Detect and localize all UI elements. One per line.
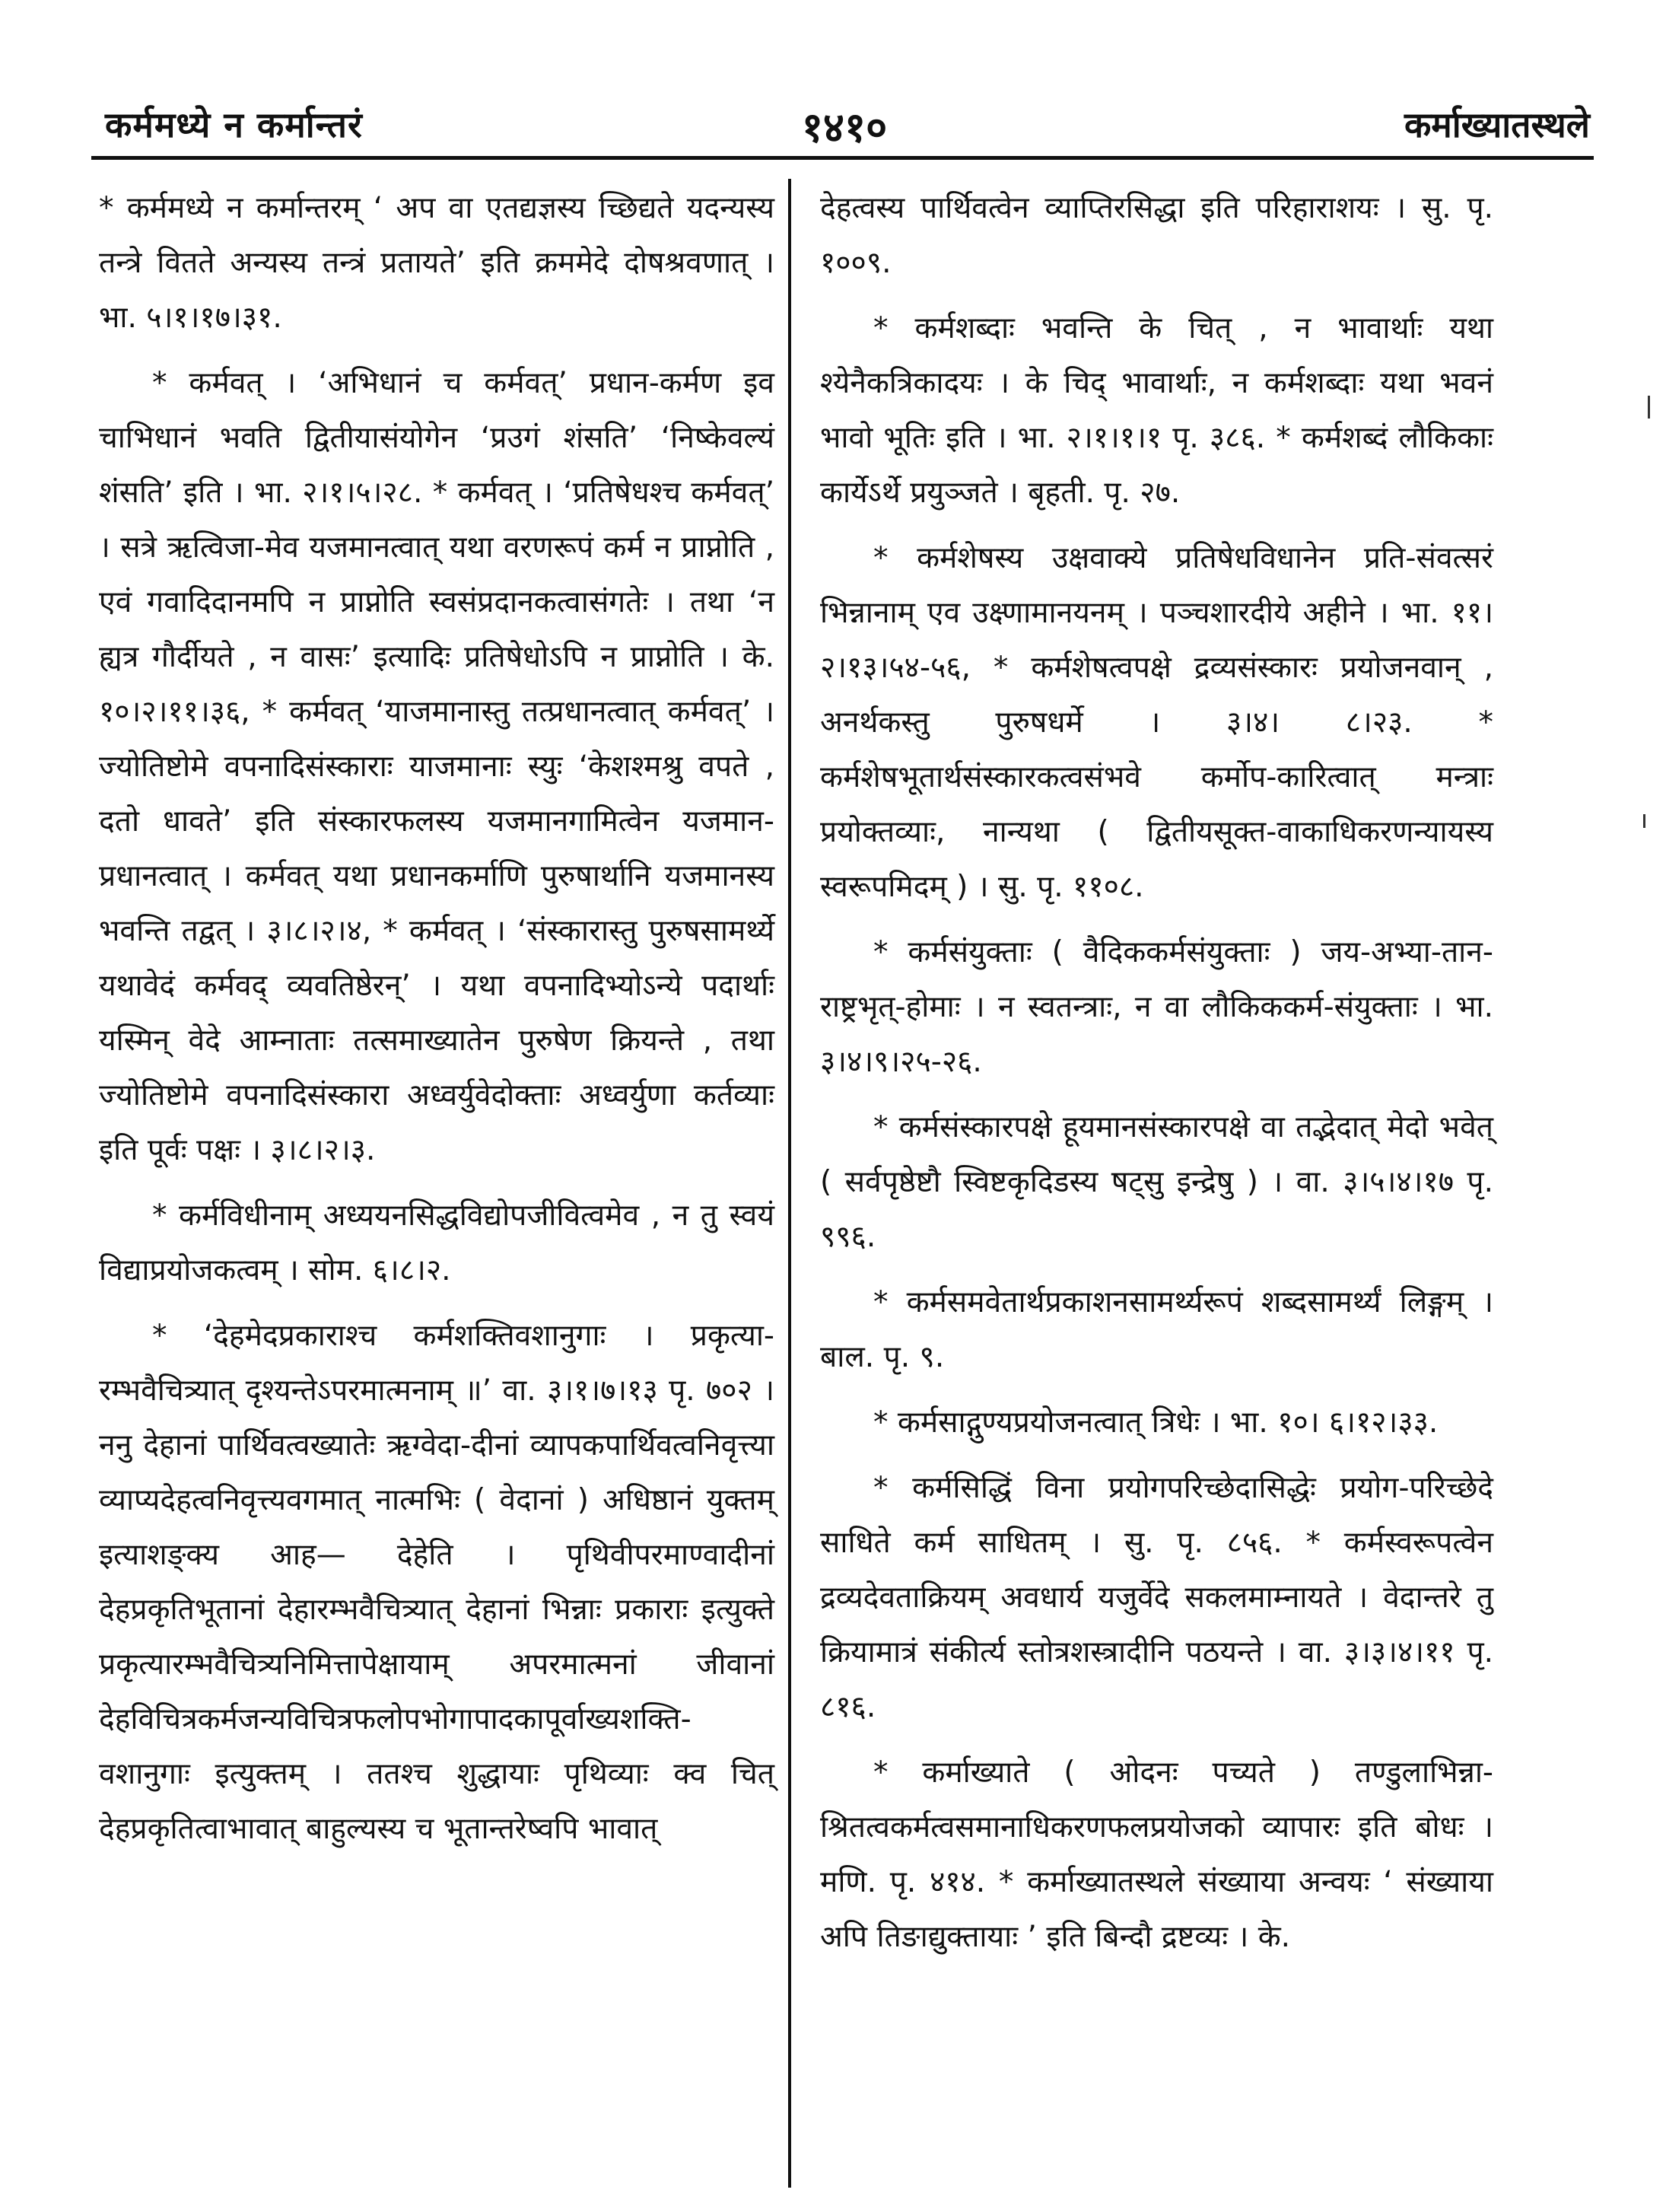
entry-karmasadgunya: * कर्मसाद्गुण्यप्रयोजनत्वात् त्रिधेः । भा. १०। ६।१२।३३. bbox=[873, 1405, 1439, 1440]
entry-karmashabdah: * कर्मशब्दाः भवन्ति के चित् , न भावार्थाः यथा श्येनैकत्रिकादयः । के चिद् भावार्थाः, न कर्मशब्दाः यथा भवनं भावो भूतिः इति । भा. २।१।१।१ पृ. ३८६. * कर्मशब्दं लौकिकाः कार्येऽर्थे प्रयुञ्जते । बृहती. पृ. २७. bbox=[820, 311, 1493, 510]
header-right-catchword: कर्माख्यातस्थले bbox=[1404, 104, 1590, 145]
left-column bbox=[99, 181, 774, 1867]
entry-karmasamyuktah: * कर्मसंयुक्ताः ( वैदिककर्मसंयुक्ताः ) जय-अभ्या-तान-राष्ट्रभृत्-होमाः । न स्वतन्त्राः, न वा लौकिककर्म-संयुक्ताः । भा. ३।४।९।२५-२६. bbox=[820, 935, 1493, 1079]
header-left-catchword: कर्ममध्ये न कर्मान्तरं bbox=[105, 104, 363, 145]
running-header bbox=[91, 84, 1598, 152]
entry-karmakhyate: * कर्माख्याते ( ओदनः पच्यते ) तण्डुलाभिन्ना-श्रितत्वकर्मत्वसमानाधिकरणफलप्रयोजको व्यापारः इति बोधः । मणि. पृ. ४१४. * कर्माख्यातस्थले संख्याया अन्वयः ‘ संख्याया अपि तिङाद्युक्तायाः ’ इति बिन्दौ द्रष्टव्यः । के. bbox=[820, 1755, 1493, 1954]
entry-karmamadhye: * कर्ममध्ये न कर्मान्तरम् ‘ अप वा एतद्यज्ञस्य च्छिद्यते यदन्यस्य तन्त्रे वितते अन्यस्य तन्त्रं प्रतायते’ इति क्रममेदे दोषश्रवणात् । भा. ५।१।१७।३१. bbox=[99, 191, 774, 335]
entry-karmasamskarapakshe: * कर्मसंस्कारपक्षे हूयमानसंस्कारपक्षे वा तद्भेदात् मेदो भवेत् ( सर्वपृष्ठेष्टौ स्विष्टकृदिडस्य षट्सु इन्द्रेषु ) । वा. ३।५।४।१७ पृ. ९९६. bbox=[820, 1110, 1493, 1254]
entry-dehabheda: * ‘देहमेदप्रकाराश्च कर्मशक्तिवशानुगाः । प्रकृत्या-रम्भवैचित्र्यात् दृश्यन्तेऽपरमात्मनाम् ॥’ वा. ३।१।७।१३ पृ. ७०२ । ननु देहानां पार्थिवत्वख्यातेः ऋग्वेदा-दीनां व्यापकपार्थिवत्वनिवृत्त्या व्याप्यदेहत्वनिवृत्त्यवगमात् नात्मभिः ( वेदानां ) अधिष्ठानं युक्तम् इत्याशङ्क्य आह— देहेति । पृथिवीपरमाण्वादीनां देहप्रकृतिभूतानां देहारम्भवैचित्र्यात् देहानां भिन्नाः प्रकाराः इत्युक्ते प्रकृत्यारम्भवैचित्र्यनिमित्तापेक्षायाम् अपरमात्मनां जीवानां देहविचित्रकर्मजन्यविचित्रफलोपभोगापादकापूर्वाख्यशक्ति-वशानुगाः इत्युक्तम् । ततश्च शुद्धायाः पृथिव्याः क्व चित् देहप्रकृतित्वाभावात् बाहुल्यस्य च भूतान्तरेष्वपि भावात् bbox=[99, 1319, 774, 1846]
entry-karmavat: * कर्मवत् । ‘अभिधानं च कर्मवत्’ प्रधान-कर्मण इव चाभिधानं भवति द्वितीयासंयोगेन ‘प्रउगं शंसति’ ‘निष्केवल्यं शंसति’ इति । भा. २।१।५।२८. * कर्मवत् । ‘प्रतिषेधश्च कर्मवत्’ । सत्रे ऋत्विजा-मेव यजमानत्वात् यथा वरणरूपं कर्म न प्राप्नोति , एवं गवादिदानमपि न प्राप्नोति स्वसंप्रदानकत्वासंगतेः । तथा ‘न ह्यत्र गौर्दीयते , न वासः’ इत्यादिः प्रतिषेधोऽपि न प्राप्नोति । के. १०।२।११।३६, * कर्मवत् ‘याजमानास्तु तत्प्रधानत्वात् कर्मवत्’ । ज्योतिष्टोमे वपनादिसंस्काराः याजमानाः स्युः ‘केशश्मश्रु वपते , दतो धावते’ इति संस्कारफलस्य यजमानगामित्वेन यजमान-प्रधानत्वात् । कर्मवत् यथा प्रधानकर्माणि पुरुषार्थानि यजमानस्य भवन्ति तद्वत् । ३।८।२।४, * कर्मवत् । ‘संस्कारास्तु पुरुषसामर्थ्ये यथावेदं कर्मवद् व्यवतिष्ठेरन्’ । यथा वपनादिभ्योऽन्ये पदार्थाः यस्मिन् वेदे आम्नाताः तत्समाख्यातेन पुरुषेण क्रियन्ते , तथा ज्योतिष्टोमे वपनादिसंस्कारा अध्वर्युवेदोक्ताः अध्वर्युणा कर्तव्याः इति पूर्वः पक्षः । ३।८।२।३. bbox=[99, 366, 774, 1167]
margin-mark bbox=[1648, 396, 1650, 419]
entry-karmasiddhim: * कर्मसिद्धिं विना प्रयोगपरिच्छेदासिद्धेः प्रयोग-परिच्छेदे साधिते कर्म साधितम् । सु. पृ. ८५६. * कर्मस्वरूपत्वेन द्रव्यदेवताक्रियम् अवधार्य यजुर्वेदे सकलमाम्नायते । वेदान्तरे तु क्रियामात्रं संकीर्त्य स्तोत्रशस्त्रादीनि पठयन्ते । वा. ३।३।४।११ पृ. ८१६. bbox=[820, 1471, 1493, 1724]
header-rule bbox=[91, 156, 1594, 160]
right-column bbox=[820, 181, 1493, 1975]
margin-mark bbox=[1643, 814, 1645, 828]
entry-karmavidhinam: * कर्मविधीनाम् अध्ययनसिद्धविद्योपजीवित्वमेव , न तु स्वयं विद्याप्रयोजकत्वम् । सोम. ६।८।२. bbox=[99, 1198, 774, 1287]
page-number: १४१० bbox=[801, 103, 888, 151]
entry-continuation: देहत्वस्य पार्थिवत्वेन व्याप्तिरसिद्धा इति परिहाराशयः । सु. पृ. १००९. bbox=[820, 191, 1493, 280]
entry-karmasamaveta: * कर्मसमवेतार्थप्रकाशनसामर्थ्यरूपं शब्दसामर्थ्यं लिङ्गम् । बाल. पृ. ९. bbox=[820, 1285, 1493, 1374]
column-divider bbox=[788, 179, 791, 2188]
entry-karmasheshasya: * कर्मशेषस्य उक्षवाक्ये प्रतिषेधविधानेन प्रति-संवत्सरं भिन्नानाम् एव उक्ष्णामानयनम् । पञ्चशारदीये अहीने । भा. ११।२।१३।५४-५६, * कर्मशेषत्वपक्षे द्रव्यसंस्कारः प्रयोजनवान् , अनर्थकस्तु पुरुषधर्मे । ३।४। ८।२३. * कर्मशेषभूतार्थसंस्कारकत्वसंभवे कर्मोप-कारित्वात् मन्त्राः प्रयोक्तव्याः, नान्यथा ( द्वितीयसूक्त-वाकाधिकरणन्यायस्य स्वरूपमिदम् ) । सु. पृ. ११०८. bbox=[820, 541, 1493, 904]
